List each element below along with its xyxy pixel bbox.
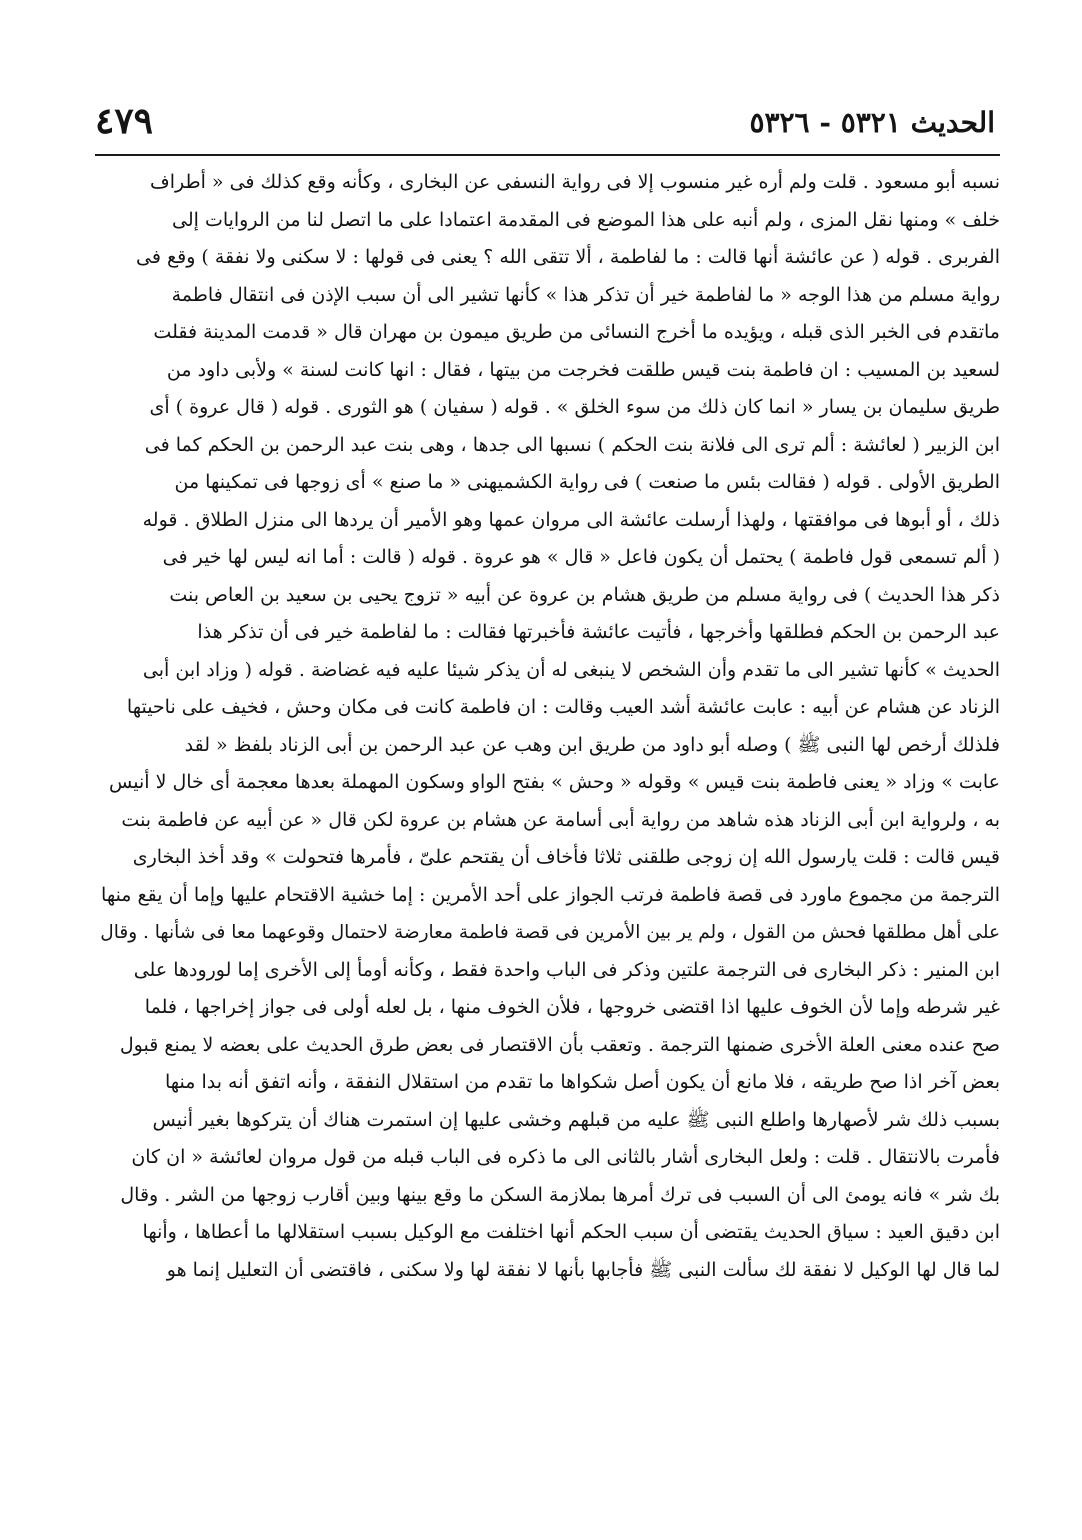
text-line: بك شر » فانه يومئ الى أن السبب فى ترك أمرها بملازمة السكن ما وقع بينها وبين أقارب زوجها من الشر . وقال xyxy=(120,1183,1000,1206)
text-line: الزناد عن هشام عن أبيه : عابت عائشة أشد العيب وقالت : ان فاطمة كانت فى مكان وحش ، فخيف على ناحيتها xyxy=(126,696,1000,718)
text-line: ( ألم تسمعى قول فاطمة ) يحتمل أن يكون فاعل « قال » هو عروة . قوله ( قالت : أما انه ليس لها خير فى xyxy=(162,546,1000,568)
text-line: خلف » ومنها نقل المزى ، ولم أنبه على هذا الموضع فى المقدمة اعتمادا على ما اتصل لنا من الروايات إلى xyxy=(172,208,1000,231)
text-line: طريق سليمان بن يسار « انما كان ذلك من سوء الخلق » . قوله ( سفيان ) هو الثورى . قوله ( قال عروة ) أى xyxy=(149,396,1000,418)
text-line: ابن المنير : ذكر البخارى فى الترجمة علتين وذكر فى الباب واحدة فقط ، وكأنه أومأ إلى الأخرى إما لورودها على xyxy=(133,958,1000,981)
text-line: صح عنده معنى العلة الأخرى ضمنها الترجمة . وتعقب بأن الاقتصار فى بعض طرق الحديث على بعضه لا يمنع قبول xyxy=(119,1033,1000,1056)
text-line: ابن الزبير ( لعائشة : ألم ترى الى فلانة بنت الحكم ) نسبها الى جدها ، وهى بنت عبد الرحمن بن الحكم كما فى xyxy=(144,433,1000,456)
page-header xyxy=(95,100,995,150)
text-line: ذكر هذا الحديث ) فى رواية مسلم من طريق هشام بن عروة عن أبيه « تزوج يحيى بن سعيد بن العاص بنت xyxy=(169,583,1000,606)
text-line: ذلك ، أو أبوها فى موافقتها ، ولهذا أرسلت عائشة الى مروان عمها وهو الأمير أن يردها الى منزل الطلاق . قوله xyxy=(142,508,1000,531)
text-line: عابت » وزاد « يعنى فاطمة بنت قيس » وقوله « وحش » بفتح الواو وسكون المهملة بعدها معجمة أى خال لا أنيس xyxy=(109,771,1000,793)
page-number: ٤٧٩ xyxy=(95,100,154,142)
text-line: فلذلك أرخص لها النبى ﷺ ) وصله أبو داود من طريق ابن وهب عن عبد الرحمن بن أبى الزناد بلفظ « لقد xyxy=(184,733,1000,756)
text-line: بسبب ذلك شر لأصهارها واطلع النبى ﷺ عليه من قبلهم وخشى عليها إن استمرت هناك أن يتركوها بغير أنيس xyxy=(152,1108,1000,1131)
text-line: لما قال لها الوكيل لا نفقة لك سألت النبى ﷺ فأجابها بأنها لا نفقة لها ولا سكنى ، فاقتضى أن التعليل إنما هو xyxy=(166,1258,1000,1281)
text-line: ماتقدم فى الخبر الذى قبله ، ويؤيده ما أخرج النسائى من طريق ميمون بن مهران قال « قدمت المدينة فقلت xyxy=(153,321,1000,343)
commentary-text xyxy=(92,164,1000,1289)
text-line: قيس قالت : قلت يارسول الله إن زوجى طلقنى ثلاثا فأخاف أن يقتحم علىّ ، فأمرها فتحولت » وقد أخذ البخارى xyxy=(132,846,1000,868)
text-line: الحديث » كأنها تشير الى ما تقدم وأن الشخص لا ينبغى له أن يذكر شيئا عليه فيه غضاضة . قوله ( وزاد ابن أبى xyxy=(142,658,1000,681)
text-line: غير شرطه وإما لأن الخوف عليها اذا اقتضى خروجها ، فلأن الخوف منها ، بل لعله أولى فى جواز إخراجها ، فلما xyxy=(144,996,1000,1018)
text-line: نسبه أبو مسعود . قلت ولم أره غير منسوب إلا فى رواية النسفى عن البخارى ، وكأنه وقع كذلك فى « أطراف xyxy=(150,171,1000,193)
text-line: الفربرى . قوله ( عن عائشة أنها قالت : ما لفاطمة ، ألا تتقى الله ؟ يعنى فى قولها : لا سكنى ولا نفقة ) وقع فى xyxy=(136,246,1000,268)
text-line: الترجمة من مجموع ماورد فى قصة فاطمة فرتب الجواز على أحد الأمرين : إما خشية الاقتحام عليها وإما أن يقع منها xyxy=(101,883,1000,906)
text-line: رواية مسلم من هذا الوجه « ما لفاطمة خير أن تذكر هذا » كأنها تشير الى أن سبب الإذن فى انتقال فاطمة xyxy=(171,283,1000,306)
header-rule xyxy=(95,154,1000,156)
text-line: عبد الرحمن بن الحكم فطلقها وأخرجها ، فأتيت عائشة فأخبرتها فقالت : ما لفاطمة خير فى أن تذكر هذا xyxy=(197,621,1000,643)
text-line: به ، ولرواية ابن أبى الزناد هذه شاهد من رواية أبى أسامة عن هشام بن عروة لكن قال « عن أبيه عن فاطمة بنت xyxy=(121,808,1000,831)
text-line: بعض آخر اذا صح طريقه ، فلا مانع أن يكون أصل شكواها ما تقدم من استقلال النفقة ، وأنه اتفق أنه بدا منها xyxy=(164,1071,1000,1093)
running-head-title: الحديث ٥٣٢١ - ٥٣٢٦ xyxy=(749,106,995,139)
text-line: فأمرت بالانتقال . قلت : ولعل البخارى أشار بالثانى الى ما ذكره فى الباب قبله من قول مروان لعائشة « ان كان xyxy=(131,1146,1000,1168)
text-line: على أهل مطلقها فحش من القول ، ولم ير بين الأمرين فى قصة فاطمة معارضة لاحتمال وقوعهما معا فى شأنها . وقال xyxy=(100,922,1000,943)
text-line: ابن دقيق العيد : سياق الحديث يقتضى أن سبب الحكم أنها اختلفت مع الوكيل بسبب استقلالها ما أعطاها ، وأنها xyxy=(142,1221,1000,1243)
text-line: الطريق الأولى . قوله ( فقالت بئس ما صنعت ) فى رواية الكشميهنى « ما صنع » أى زوجها فى تمكينها من xyxy=(174,471,1000,493)
text-line: لسعيد بن المسيب : ان فاطمة بنت قيس طلقت فخرجت من بيتها ، فقال : انها كانت لسنة » ولأبى داود من xyxy=(166,358,1000,381)
